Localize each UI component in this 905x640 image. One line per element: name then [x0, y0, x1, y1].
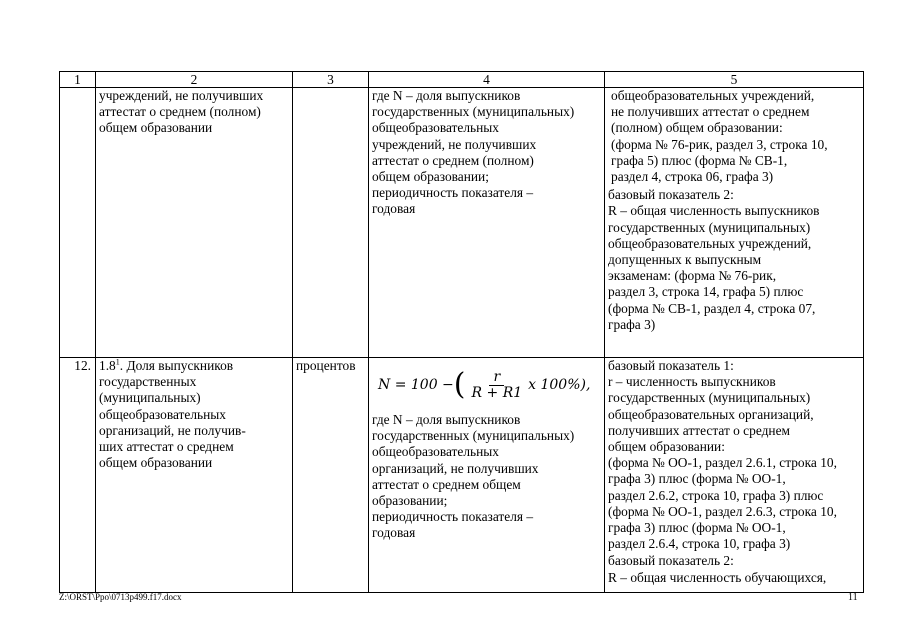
text-line: общем образовании;: [372, 169, 489, 185]
text-line: (форма № СВ-1, раздел 4, строка 07,: [608, 300, 816, 316]
text-line: общем образовании: [99, 455, 213, 471]
text-line: государственных (муниципальных): [372, 104, 575, 120]
text-line: графа 3) плюс (форма № ОО-1,: [608, 471, 786, 487]
header-cell-5: 5: [605, 72, 864, 88]
text-line: учреждений, не получивших: [372, 136, 537, 152]
base-indicators-cell: [605, 358, 864, 593]
text-line: экзаменам: (форма № 76-рик,: [608, 268, 777, 284]
base-indicator-block-2: [605, 553, 863, 585]
text-line: (форма № ОО-1, раздел 2.6.3, строка 10,: [608, 503, 837, 519]
math-formula: [372, 358, 602, 412]
text-line: допущенных к выпускным: [608, 252, 762, 268]
base-indicators-split: [605, 88, 863, 333]
text-line: ших аттестат о среднем: [99, 439, 234, 455]
text-line: графа 5) плюс (форма № СВ-1,: [611, 152, 788, 168]
text-line: раздел 2.6.4, строка 10, графа 3): [608, 536, 791, 552]
page-number: 11: [848, 592, 858, 603]
fraction-numerator: r: [489, 370, 504, 386]
row-number-cell: [60, 88, 96, 358]
base-indicators-split: [605, 358, 863, 586]
row-number-cell: 12.: [60, 358, 96, 593]
formula-cell: [369, 358, 605, 593]
table-row-continued: [60, 88, 864, 358]
base-indicator-block-1: [605, 358, 863, 553]
indicator-title-line: [99, 358, 290, 374]
text-line: графа 3): [608, 316, 656, 332]
text-line: общем образовании: [99, 120, 213, 136]
text-line: базовый показатель 2:: [608, 187, 734, 203]
header-cell-1: 1: [60, 72, 96, 88]
text-line: получивших аттестат о среднем: [608, 422, 790, 438]
indicator-code: 1.8: [99, 358, 116, 373]
text-line: годовая: [372, 201, 416, 217]
formula-lhs: N = 100 −: [378, 376, 454, 393]
text-line: аттестат о среднем общем: [372, 476, 521, 492]
text-line: государственных (муниципальных): [608, 219, 811, 235]
text-line: учреждений, не получивших: [99, 88, 264, 103]
text-line: R – общая численность выпускников: [608, 203, 820, 219]
text-line: (полном) общем образовании:: [611, 120, 783, 136]
text-line: раздел 3, строка 14, графа 5) плюс: [608, 284, 804, 300]
base-indicators-cell: [605, 88, 864, 358]
footnote-marker: 1: [115, 357, 120, 367]
indicator-table: [59, 71, 864, 593]
text-line: аттестат о среднем (полном): [372, 152, 534, 168]
unit-cell: [293, 88, 369, 358]
text-line: аттестат о среднем (полном): [99, 104, 261, 120]
indicator-name-cell: [96, 358, 293, 593]
text-line: (форма № 76-рик, раздел 3, строка 10,: [611, 136, 828, 152]
base-indicator-block-1: [605, 88, 863, 187]
text-line: образовании;: [372, 493, 448, 509]
text-line: государственных: [99, 374, 197, 390]
text-line: общеобразовательных: [372, 444, 500, 460]
text-line: периодичность показателя –: [372, 185, 534, 201]
text-line: общеобразовательных организаций,: [608, 406, 814, 422]
text-line: периодичность показателя –: [372, 509, 534, 525]
text-line: R – общая численность обучающихся,: [608, 569, 827, 585]
indicator-title-start: . Доля выпускников: [119, 358, 234, 373]
text-line: не получивших аттестат о среднем: [611, 104, 810, 120]
text-line: (форма № ОО-1, раздел 2.6.1, строка 10,: [608, 455, 837, 471]
text-line: базовый показатель 1:: [608, 358, 734, 373]
formula-tail: x 100%),: [528, 376, 591, 393]
table-row-12: [60, 358, 864, 593]
text-line: r – численность выпускников: [608, 374, 776, 390]
text-line: (муниципальных): [99, 390, 201, 406]
header-cell-2: 2: [96, 72, 293, 88]
fraction-denominator: R + R1: [471, 384, 523, 401]
text-line: где N – доля выпускников: [372, 88, 521, 103]
text-line: общем образовании:: [608, 439, 725, 455]
text-line: общеобразовательных учреждений,: [611, 88, 815, 103]
base-indicator-block-2: [605, 187, 863, 333]
text-line: государственных (муниципальных): [608, 390, 811, 406]
text-line: раздел 4, строка 06, графа 3): [611, 169, 774, 185]
text-line: годовая: [372, 525, 416, 541]
header-cell-3: 3: [293, 72, 369, 88]
text-line: государственных (муниципальных): [372, 428, 575, 444]
unit-cell: процентов: [293, 358, 369, 593]
indicator-name-cell: [96, 88, 293, 358]
text-line: организаций, не получивших: [372, 460, 539, 476]
formula-cell: [369, 88, 605, 358]
text-line: общеобразовательных: [99, 406, 227, 422]
text-line: базовый показатель 2:: [608, 553, 734, 569]
text-line: раздел 2.6.2, строка 10, графа 3) плюс: [608, 487, 824, 503]
text-line: общеобразовательных учреждений,: [608, 235, 812, 251]
text-line: где N – доля выпускников: [372, 412, 521, 427]
text-line: общеобразовательных: [372, 120, 500, 136]
formula-fraction: [468, 370, 527, 401]
open-paren: (: [453, 367, 466, 402]
text-line: графа 3) плюс (форма № ОО-1,: [608, 520, 786, 536]
header-cell-4: 4: [369, 72, 605, 88]
file-path: Z:\ORST\Ppo\0713p499.f17.docx: [59, 592, 182, 602]
table-header-row: [60, 72, 864, 88]
text-line: организаций, не получив-: [99, 422, 246, 438]
